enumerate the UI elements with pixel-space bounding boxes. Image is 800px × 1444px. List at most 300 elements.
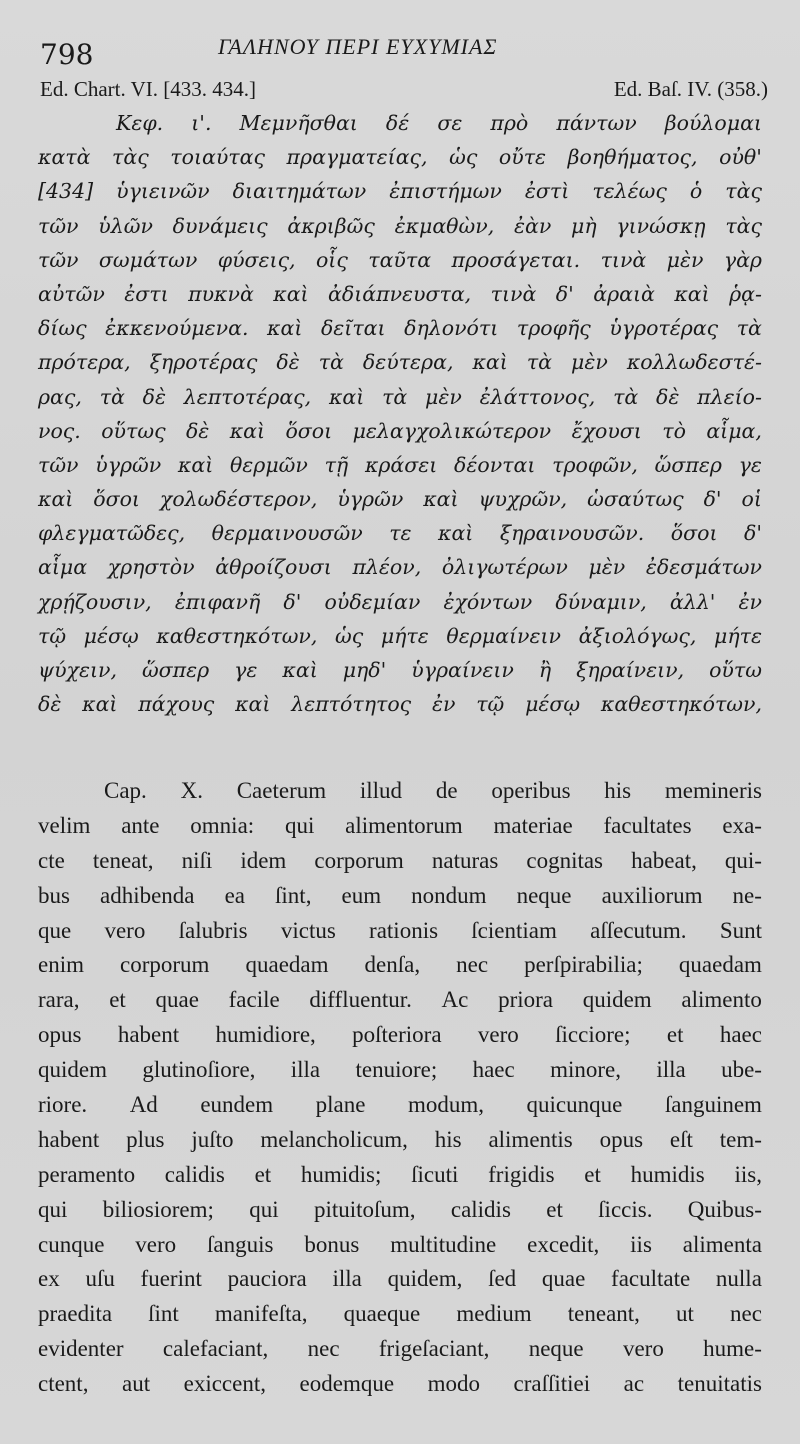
word: quae	[155, 987, 199, 1013]
word: Cap.	[104, 778, 147, 803]
word: οἷς	[315, 247, 348, 272]
latin-text-line	[38, 1193, 762, 1228]
word: τὰ	[736, 316, 762, 341]
edition-ref-basel: Ed. Baſ. IV. (358.)	[613, 77, 768, 101]
greek-text-line	[38, 345, 762, 379]
word: ι'.	[191, 111, 212, 135]
word: nondum	[411, 882, 487, 908]
word: ταῦτα	[368, 247, 432, 272]
word: καθεστηκότων,	[156, 623, 318, 648]
word: fuerint	[140, 1266, 202, 1292]
word: qui	[284, 812, 315, 838]
word: ἀξιολόγως,	[578, 623, 697, 648]
word: ἀδιάπνευστα,	[328, 281, 472, 306]
word: ῥᾳ-	[729, 281, 762, 306]
word: Κεφ.	[116, 111, 164, 135]
word: ὡς	[449, 145, 478, 170]
word: δὲ	[38, 692, 62, 717]
word: alimentis	[488, 1126, 573, 1152]
word: δὲ	[656, 384, 680, 409]
word: ἀραιὰ	[593, 281, 655, 306]
word: ſicuti	[411, 1161, 459, 1187]
word: minore,	[550, 1057, 621, 1083]
word: τροφῶν,	[552, 452, 638, 477]
word: corporum	[314, 847, 404, 873]
edition-references	[38, 77, 768, 107]
word: eundem	[200, 1092, 274, 1118]
word: glutinoſiore,	[142, 1057, 256, 1083]
word: quaeque	[343, 1301, 421, 1327]
word: ex	[38, 1266, 60, 1292]
word: ὑγροτέρας	[609, 316, 719, 341]
word: τὰς	[112, 145, 149, 170]
word: τινὰ	[600, 247, 647, 272]
word: quae	[541, 1266, 586, 1292]
word: bonus	[304, 1231, 360, 1257]
latin-text-line	[38, 1053, 762, 1088]
word: ἐν	[738, 589, 762, 614]
word: πραγματείας,	[286, 145, 428, 170]
edition-ref-chartier: Ed. Chart. VI. [433. 434.]	[40, 77, 256, 101]
greek-text-line	[38, 209, 762, 243]
word: ſanguis	[207, 1231, 274, 1257]
word: ſed	[488, 1266, 517, 1292]
greek-text-line	[38, 550, 762, 584]
word: illa	[656, 1057, 686, 1083]
word: quaedam	[245, 952, 329, 978]
word: τῶν	[38, 452, 79, 477]
word: τὰ	[382, 384, 408, 409]
word: quaedam	[678, 952, 762, 978]
word: δεῖται	[320, 316, 386, 341]
greek-text-line	[38, 140, 762, 174]
word: nec	[307, 1336, 340, 1362]
word: καὶ	[38, 487, 74, 512]
word: λεπτότητος	[291, 692, 412, 717]
word: illud	[359, 778, 403, 803]
word: alimento	[681, 987, 762, 1013]
word: ſint,	[275, 882, 312, 908]
word: καὶ	[438, 521, 474, 546]
word: δ'	[703, 487, 722, 512]
word: μήτε	[714, 623, 762, 648]
word: καὶ	[177, 452, 214, 477]
word: aſſecutum.	[590, 917, 687, 943]
word: craſſitiei	[513, 1371, 591, 1397]
word: Quibus-	[687, 1196, 762, 1222]
word: facultates	[603, 812, 692, 838]
word: Ad	[129, 1092, 158, 1118]
word: καθεστηκότων,	[600, 692, 762, 717]
word: denſa,	[364, 952, 421, 978]
word: καὶ	[229, 418, 266, 443]
greek-text-line	[38, 106, 762, 140]
word: πάντων	[556, 111, 637, 135]
word: καὶ	[674, 281, 710, 306]
running-title: ΓΑΛΗΝΟΥ ΠΕΡΙ ΕΥΧΥΜΙΑΣ	[218, 34, 498, 59]
word: ὑγρῶν	[337, 487, 404, 512]
word: velim	[38, 812, 91, 838]
word: μέσῳ	[525, 692, 581, 717]
word: κατὰ	[38, 145, 91, 170]
word: ἐστι	[124, 281, 169, 306]
word: καὶ	[472, 350, 508, 375]
word: cunque	[38, 1231, 105, 1257]
word: modum,	[407, 1092, 485, 1118]
latin-text-line	[38, 983, 762, 1018]
word: τὰς	[725, 179, 762, 204]
word: ἐὰν	[513, 213, 552, 238]
word: τὰ	[613, 384, 639, 409]
word: juſto	[191, 1126, 234, 1152]
word: φύσεις,	[217, 247, 296, 272]
greek-text-line	[38, 380, 762, 414]
word: μὲν	[425, 384, 462, 409]
latin-text-line	[38, 1123, 762, 1158]
word: ἀκριβῶς	[287, 213, 375, 238]
word: αἷμα	[38, 555, 88, 580]
word: aut	[121, 1371, 151, 1397]
word: λεπτοτέρας,	[183, 384, 312, 409]
word: rara,	[38, 987, 80, 1013]
word: et	[546, 1196, 563, 1222]
word: ſalubris	[178, 917, 248, 943]
word: facile	[228, 987, 280, 1013]
word: Μεμνῆσθαι	[239, 111, 358, 135]
word: πλείο-	[697, 384, 762, 409]
word: ὀλιγωτέρων	[441, 555, 568, 580]
word: illa	[290, 1057, 321, 1083]
word: βοηθήματος,	[567, 145, 698, 170]
word: ſcientiam	[471, 917, 557, 943]
word: δέ	[385, 111, 410, 135]
word: que	[38, 917, 72, 943]
word: ξηροτέρας	[149, 350, 258, 375]
word: ut	[676, 1301, 694, 1327]
greek-text-block	[38, 106, 762, 721]
word: nec	[456, 952, 489, 978]
word: Ac	[441, 987, 469, 1013]
word: ἐλάττονος,	[479, 384, 596, 409]
word: humidiore,	[215, 1022, 316, 1048]
word: vero	[622, 1336, 664, 1362]
word: δέονται	[454, 452, 536, 477]
word: μὲν	[588, 555, 626, 580]
word: et	[666, 1022, 684, 1048]
word: δὲ	[142, 384, 166, 409]
word: quicunque	[526, 1092, 623, 1118]
word: his	[434, 1126, 462, 1152]
word: eſt	[669, 1126, 693, 1152]
word: materiae	[493, 812, 573, 838]
word: frigidis	[488, 1161, 555, 1187]
word: qui	[38, 1196, 68, 1222]
word: alimentorum	[345, 812, 463, 838]
word: ἐν	[431, 692, 456, 717]
word: δίως	[38, 316, 87, 341]
word: calefaciant,	[162, 1336, 269, 1362]
word: vero	[477, 1022, 519, 1048]
word: vero	[104, 917, 146, 943]
word: corporum	[120, 952, 210, 978]
word: biliosiorem;	[102, 1196, 214, 1222]
word: αὐτῶν	[38, 281, 105, 306]
word: ac	[623, 1371, 645, 1397]
word: δ'	[555, 281, 574, 306]
word: τινὰ	[490, 281, 537, 306]
word: haec	[719, 1022, 762, 1048]
word: Sunt	[719, 917, 762, 943]
word: ante	[121, 812, 160, 838]
word: ἐκκενούμενα.	[105, 316, 249, 341]
word: γὰρ	[723, 247, 762, 272]
word: et	[584, 1161, 601, 1187]
latin-text-line	[38, 809, 762, 844]
word: ὑγιεινῶν	[116, 179, 210, 204]
word: τὰ	[99, 384, 125, 409]
word: memineris	[664, 778, 762, 803]
word: victus	[280, 917, 336, 943]
word: niſi	[181, 847, 213, 873]
word: perſpirabilia;	[524, 952, 643, 978]
page-header	[38, 30, 762, 70]
word: ὑγραίνειν	[411, 658, 514, 682]
word: rationis	[369, 917, 439, 943]
word: ſint	[148, 1301, 179, 1327]
word: δηλονότι	[404, 316, 499, 341]
word: Caeterum	[236, 778, 327, 803]
word: humidis;	[300, 1161, 382, 1187]
word: πρότερα,	[38, 350, 131, 375]
word: ὡσαύτως	[587, 487, 684, 512]
word: pauciora	[227, 1266, 307, 1292]
word: enim	[38, 952, 84, 978]
greek-text-line	[38, 585, 762, 619]
word: τε	[389, 521, 412, 546]
word: auxiliorum	[601, 882, 703, 908]
word: νος.	[38, 418, 81, 443]
word: μὲν	[571, 350, 608, 375]
latin-text-line	[38, 1018, 762, 1053]
word: nulla	[715, 1266, 762, 1292]
word: μὴ	[571, 213, 597, 238]
word: ὡς	[335, 623, 364, 648]
word: ὅσοι	[93, 487, 140, 512]
word: qui	[249, 1196, 279, 1222]
word: ἀθροίζουσι	[215, 555, 332, 580]
word: ὅσοι	[285, 418, 333, 443]
word: καὶ	[82, 692, 118, 717]
latin-text-line	[38, 1297, 762, 1332]
word: τῶν	[38, 213, 79, 238]
word: eum	[341, 882, 382, 908]
word: habent	[38, 1126, 100, 1152]
word: δ'	[743, 521, 762, 546]
greek-text-line	[38, 311, 762, 345]
word: alimenta	[682, 1231, 762, 1257]
word: plus	[126, 1126, 165, 1152]
word: frigeſaciant,	[378, 1336, 490, 1362]
word: multitudine	[390, 1231, 497, 1257]
word: exiccent,	[183, 1371, 266, 1397]
word: peramento	[38, 1161, 136, 1187]
word: humidis	[630, 1161, 705, 1187]
word: ἔχουσι	[571, 418, 642, 443]
word: iis	[630, 1231, 652, 1257]
word: καὶ	[328, 384, 365, 409]
word: χρῄζουσιν,	[38, 589, 152, 614]
word: ſicciore;	[555, 1022, 631, 1048]
word: priora	[498, 987, 553, 1013]
word: δεύτερα,	[362, 350, 454, 375]
greek-text-line	[38, 243, 762, 277]
word: οἱ	[741, 487, 762, 512]
word: ἐδεσμάτων	[645, 555, 762, 580]
word: cognitas	[526, 847, 604, 873]
word: καὶ	[423, 487, 459, 512]
word: teneat,	[92, 847, 154, 873]
word: bus	[38, 882, 70, 908]
latin-text-line	[38, 948, 762, 983]
word: δ'	[283, 589, 302, 614]
word: naturas	[431, 847, 499, 873]
word: ὁ	[689, 179, 703, 204]
word: τὰ	[526, 350, 553, 375]
word: omnia:	[190, 812, 255, 838]
latin-text-line	[38, 774, 762, 809]
word: excedit,	[527, 1231, 600, 1257]
word: μηδ'	[342, 658, 387, 682]
word: hume-	[703, 1336, 762, 1362]
latin-text-line	[38, 1262, 762, 1297]
word: οὐθ'	[719, 145, 762, 170]
word: τελέως	[592, 179, 667, 204]
word: μέσῳ	[83, 623, 139, 648]
word: et	[109, 987, 126, 1013]
word: haec	[472, 1057, 515, 1083]
word: his	[604, 778, 632, 803]
page-number: 798	[40, 38, 94, 71]
word: μελαγχολικώτερον	[352, 418, 552, 443]
word: πάχους	[138, 692, 215, 717]
word: opus	[599, 1126, 644, 1152]
word: illa	[332, 1266, 362, 1292]
word: tenuitatis	[677, 1371, 762, 1397]
word: σε	[437, 111, 463, 135]
word: ὅσοι	[670, 521, 718, 546]
word: ube-	[721, 1057, 762, 1083]
word: ἢ	[538, 658, 552, 682]
word: ὥσπερ	[141, 658, 210, 682]
word: exa-	[722, 812, 762, 838]
word: καὶ	[282, 658, 318, 682]
greek-text-line	[38, 277, 762, 311]
word: οὔτε	[498, 145, 547, 170]
word: qui-	[724, 847, 762, 873]
word: ψύχειν,	[38, 658, 117, 682]
word: manifeſta,	[214, 1301, 308, 1327]
word: ἐχόντων	[443, 589, 533, 614]
word: adhibenda	[100, 882, 195, 908]
word: ſanguinem	[664, 1092, 762, 1118]
word: neque	[516, 882, 572, 908]
word: ἐστὶ	[524, 179, 570, 204]
word: ea	[224, 882, 245, 908]
word: χολωδέστερον,	[159, 487, 318, 512]
word: teneant,	[567, 1301, 640, 1327]
word: φλεγματῶδες,	[38, 521, 186, 546]
word: αἷμα,	[706, 418, 762, 443]
word: οὕτω	[709, 658, 762, 682]
word: vero	[135, 1231, 177, 1257]
word: ἐκμαθὼν,	[394, 213, 495, 238]
word: οὐδεμίαν	[324, 589, 421, 614]
word: καὶ	[235, 692, 271, 717]
word: eodemque	[299, 1371, 395, 1397]
word: βούλομαι	[664, 111, 762, 135]
word: θερμῶν	[229, 452, 308, 477]
latin-text-line	[38, 1088, 762, 1123]
word: δύναμιν,	[555, 589, 647, 614]
greek-text-line	[38, 174, 762, 208]
word: cte	[38, 847, 65, 873]
word: X.	[180, 778, 203, 803]
word: melancholicum,	[260, 1126, 408, 1152]
word: de	[435, 778, 458, 803]
word: ξηραινουσῶν.	[499, 521, 645, 546]
word: χρηστὸν	[107, 555, 195, 580]
word: plane	[315, 1092, 366, 1118]
word: facultate	[611, 1266, 691, 1292]
word: calidis	[450, 1196, 511, 1222]
word: calidis	[164, 1161, 225, 1187]
word: διαιτημάτων	[232, 179, 367, 204]
word: ἐπιστήμων	[389, 179, 502, 204]
word: evidenter	[38, 1336, 124, 1362]
word: ξηραίνειν,	[576, 658, 685, 682]
latin-text-line	[38, 1367, 762, 1402]
word: πυκνὰ	[188, 281, 254, 306]
word: praedita	[38, 1301, 113, 1327]
word: γε	[738, 452, 762, 477]
word: ἀλλ'	[669, 589, 716, 614]
word: ρας,	[38, 384, 82, 409]
word: θερμαίνειν	[446, 623, 561, 648]
word: quidem,	[387, 1266, 463, 1292]
word: καὶ	[273, 281, 309, 306]
word: poſteriora	[352, 1022, 442, 1048]
word: θερμαινουσῶν	[211, 521, 363, 546]
word: ὑγρῶν	[95, 452, 162, 477]
word: nec	[729, 1301, 762, 1327]
word: operibus	[491, 778, 571, 803]
word: medium	[456, 1301, 532, 1327]
word: et	[254, 1161, 272, 1187]
word: quidem	[582, 987, 652, 1013]
word: idem	[240, 847, 287, 873]
word: ne-	[732, 882, 762, 908]
word: pituitoſum,	[313, 1196, 416, 1222]
word: τὰ	[318, 350, 344, 375]
word: habeat,	[631, 847, 697, 873]
greek-text-line	[38, 414, 762, 448]
word: κράσει	[364, 452, 438, 477]
word: οὕτως	[101, 418, 166, 443]
greek-text-line	[38, 516, 762, 550]
greek-text-line	[38, 653, 762, 687]
latin-text-line	[38, 914, 762, 949]
word: γινώσκῃ	[616, 213, 706, 238]
